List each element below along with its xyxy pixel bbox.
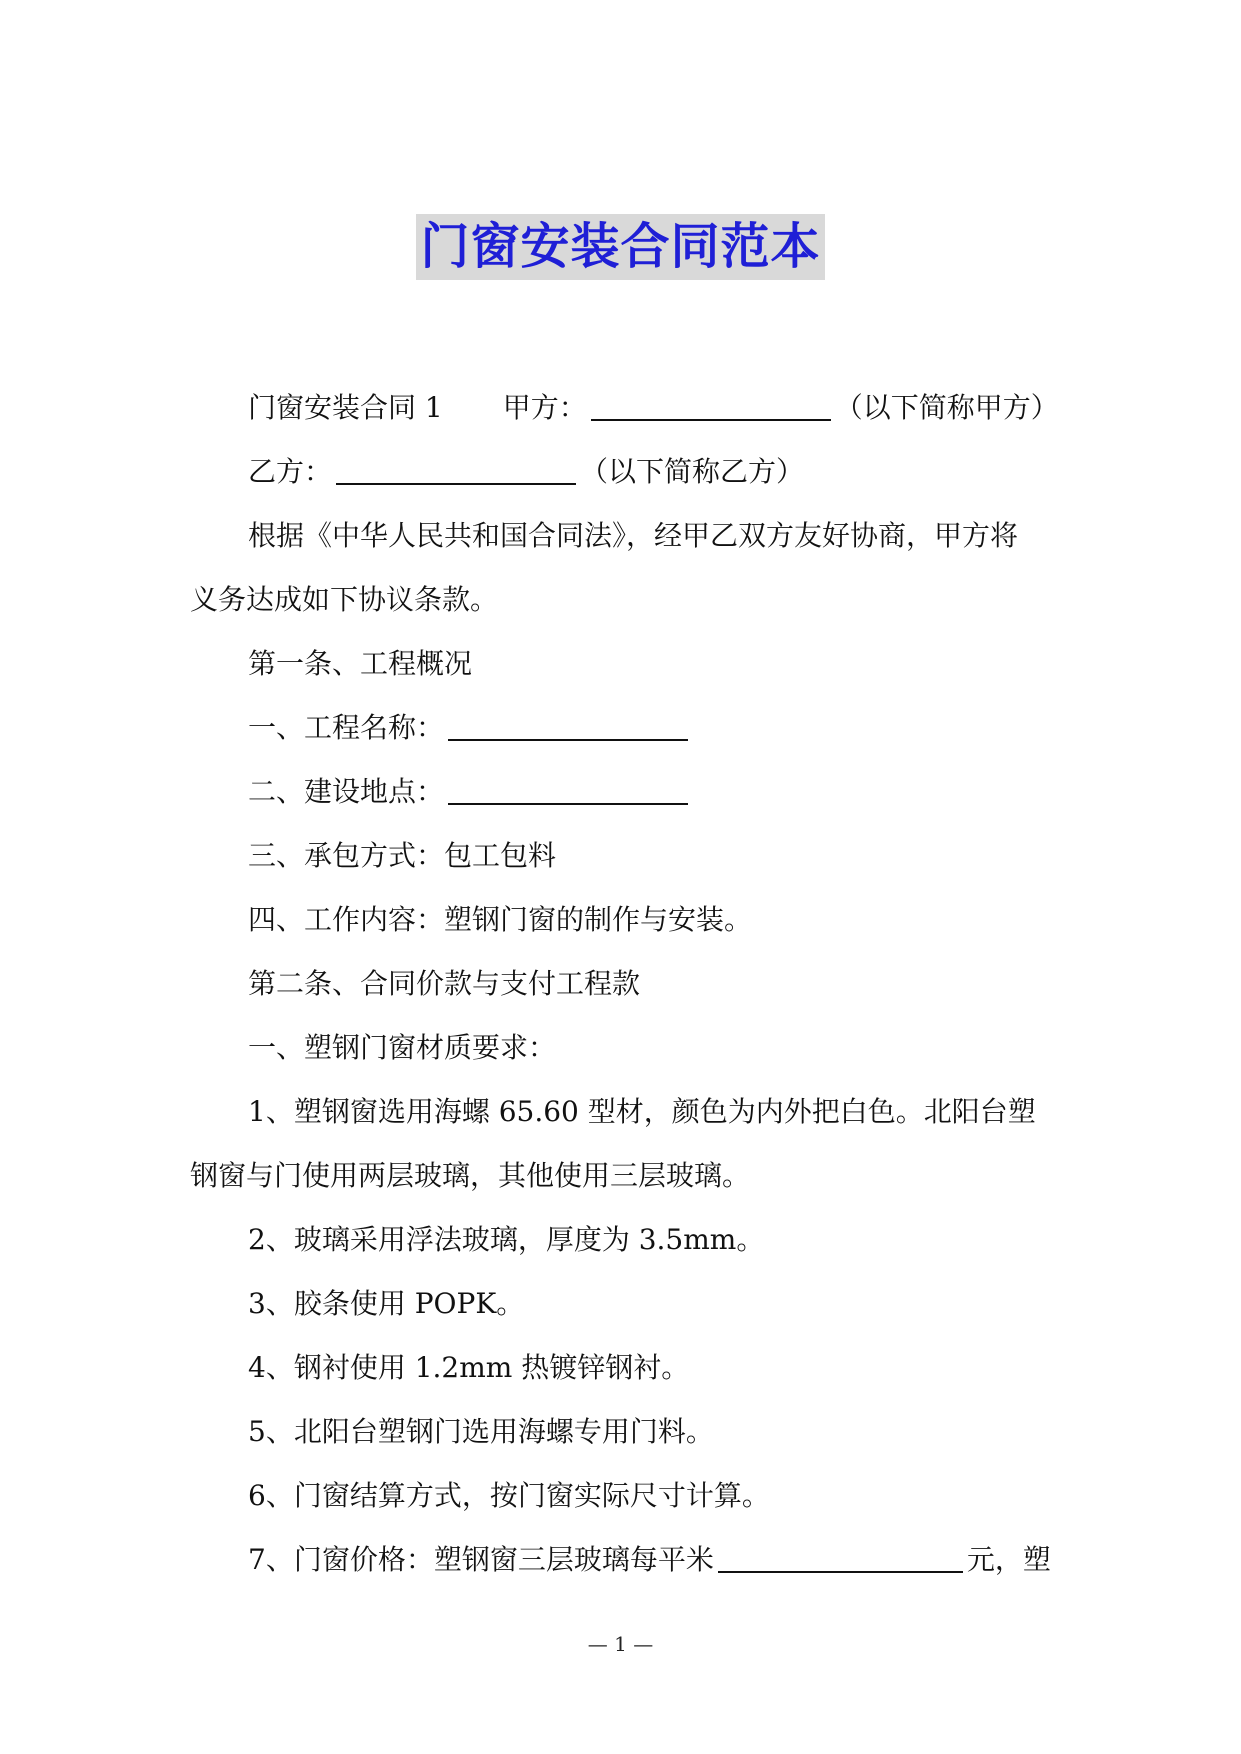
item-7 bbox=[0, 1540, 1241, 1580]
item-1: 1、塑钢窗选用海螺 65.60 型材，颜色为内外把白色。北阳台塑 bbox=[248, 1095, 1036, 1128]
site-location-label: 二、建设地点： bbox=[248, 775, 445, 808]
item-1-cont: 钢窗与门使用两层玻璃，其他使用三层玻璃。 bbox=[190, 1159, 751, 1192]
paragraph-party-a bbox=[0, 388, 1241, 428]
item-3: 3、胶条使用 POPK。 bbox=[248, 1287, 525, 1320]
article-one-heading: 第一条、工程概况 bbox=[248, 647, 473, 680]
paragraph-preamble: 根据《中华人民共和国合同法》，经甲乙双方友好协商，甲方将 bbox=[248, 519, 1019, 552]
item-7-label: 7、门窗价格：塑钢窗三层玻璃每平米 bbox=[248, 1543, 714, 1576]
party-b-blank[interactable] bbox=[336, 455, 576, 485]
item-7-unit: 元，塑 bbox=[966, 1543, 1051, 1576]
article-two-heading: 第二条、合同价款与支付工程款 bbox=[248, 967, 641, 1000]
party-b-label: 乙方： bbox=[248, 455, 333, 488]
contract-mode-line: 三、承包方式：包工包料 bbox=[248, 839, 557, 872]
page-number: — 1 — bbox=[587, 1632, 654, 1656]
work-content-line: 四、工作内容：塑钢门窗的制作与安装。 bbox=[248, 903, 753, 936]
party-b-note: （以下简称乙方） bbox=[580, 455, 805, 488]
item-2: 2、玻璃采用浮法玻璃，厚度为 3.5mm。 bbox=[248, 1223, 765, 1256]
paragraph-preamble-cont: 义务达成如下协议条款。 bbox=[190, 583, 499, 616]
project-name-label: 一、工程名称： bbox=[248, 711, 445, 744]
site-location-line bbox=[0, 772, 1241, 812]
project-name-line bbox=[0, 708, 1241, 748]
paragraph-party-b bbox=[0, 452, 1241, 492]
party-a-blank[interactable] bbox=[591, 391, 831, 421]
item-5: 5、北阳台塑钢门选用海螺专用门料。 bbox=[248, 1415, 714, 1448]
material-requirements-heading: 一、塑钢门窗材质要求： bbox=[248, 1031, 557, 1064]
party-a-note: （以下简称甲方） bbox=[834, 391, 1059, 424]
document-title: 门窗安装合同范本 bbox=[416, 214, 824, 280]
item-4: 4、钢衬使用 1.2mm 热镀锌钢衬。 bbox=[248, 1351, 690, 1384]
contract-heading: 门窗安装合同 1 bbox=[248, 391, 443, 424]
project-name-blank[interactable] bbox=[448, 711, 688, 741]
item-6: 6、门窗结算方式，按门窗实际尺寸计算。 bbox=[248, 1479, 770, 1512]
title-wrap bbox=[0, 214, 1241, 280]
site-location-blank[interactable] bbox=[448, 775, 688, 805]
price-blank[interactable] bbox=[718, 1543, 963, 1573]
party-a-label: 甲方： bbox=[502, 391, 587, 424]
